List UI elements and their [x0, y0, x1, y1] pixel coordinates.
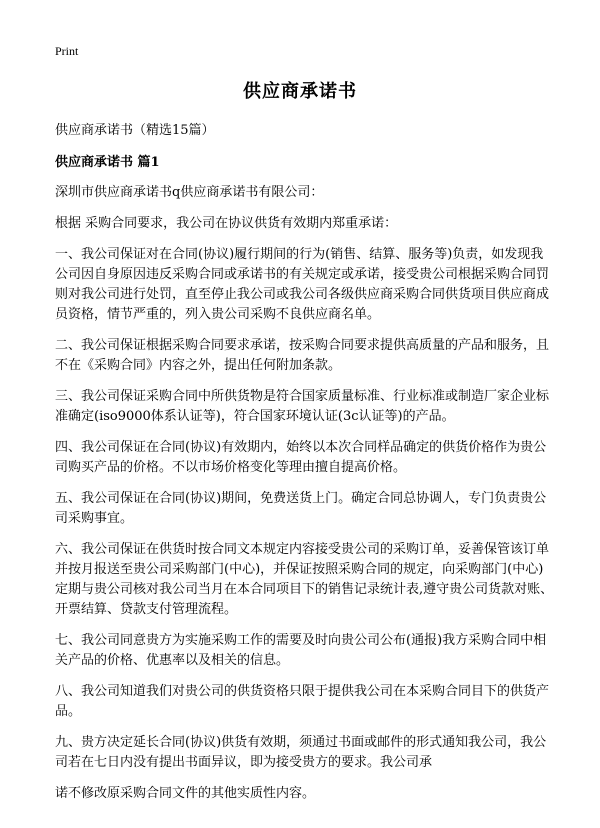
- section-heading: 供应商承诺书 篇1: [55, 155, 160, 170]
- paragraph-3: 三、我公司保证采购合同中所供货物是符合国家质量标准、行业标准或制造厂家企业标准确定(iso9000体系认证等)，符合国家环境认证(3c认证等)的产品。: [55, 389, 550, 424]
- paragraph-1: 一、我公司保证对在合同(协议)履行期间的行为(销售、结算、服务等)负责，如发现我公司因自身原因违反采购合同或承诺书的有关规定或承诺，接受贵公司根据采购合同罚则对我公司进行处罚，直至停止我公司或我公司各级供应商采购合同供货项目供应商成员资格，情节严重的，列入贵公司采购不良供应商名单。: [55, 247, 550, 322]
- paragraph-5: 五、我公司保证在合同(协议)期间，免费送货上门。确定合同总协调人，专门负责贵公司采购事宜。: [55, 491, 547, 526]
- paragraph-10: 诺不修改原采购合同文件的其他实质性内容。: [55, 786, 316, 801]
- document-subtitle: 供应商承诺书（精选15篇）: [55, 123, 215, 138]
- addressee-line: 深圳市供应商承诺书q供应商承诺书有限公司：: [55, 185, 324, 200]
- intro-paragraph: 根据 采购合同要求，我公司在协议供货有效期内郑重承诺：: [55, 216, 398, 231]
- document-body: [55, 121, 555, 815]
- paragraph-8: 八、我公司知道我们对贵公司的供货资格只限于提供我公司在本采购合同目下的供货产品。: [55, 684, 550, 719]
- paragraph-6: 六、我公司保证在供货时按合同文本规定内容接受贵公司的采购订单，妥善保管该订单并按月报送至贵公司采购部门(中心)，并保证按照采购合同的规定，向采购部门(中心)定期与贵公司核对我公司当月在本合同项目下的销售记录统计表,遵守贵公司货款对账、开票结算、贷款支付管理流程。: [55, 542, 554, 617]
- paragraph-2: 二、我公司保证根据采购合同要求承诺，按采购合同要求提供高质量的产品和服务，且不在《采购合同》内容之外，提出任何附加条款。: [55, 338, 550, 373]
- print-link[interactable]: Print: [55, 44, 79, 58]
- paragraph-9: 九、贵方决定延长合同(协议)供货有效期，须通过书面或邮件的形式通知我公司，我公司若在七日内没有提出书面异议，即为接受贵方的要求。我公司承: [55, 735, 547, 770]
- paragraph-7: 七、我公司同意贵方为实施采购工作的需要及时向贵公司公布(通报)我方采购合同中相关产品的价格、优惠率以及相关的信息。: [55, 633, 547, 668]
- paragraph-4: 四、我公司保证在合同(协议)有效期内，始终以本次合同样品确定的供货价格作为贵公司购买产品的价格。不以市场价格变化等理由擅自提高价格。: [55, 440, 547, 475]
- document-title: 供应商承诺书: [243, 81, 357, 102]
